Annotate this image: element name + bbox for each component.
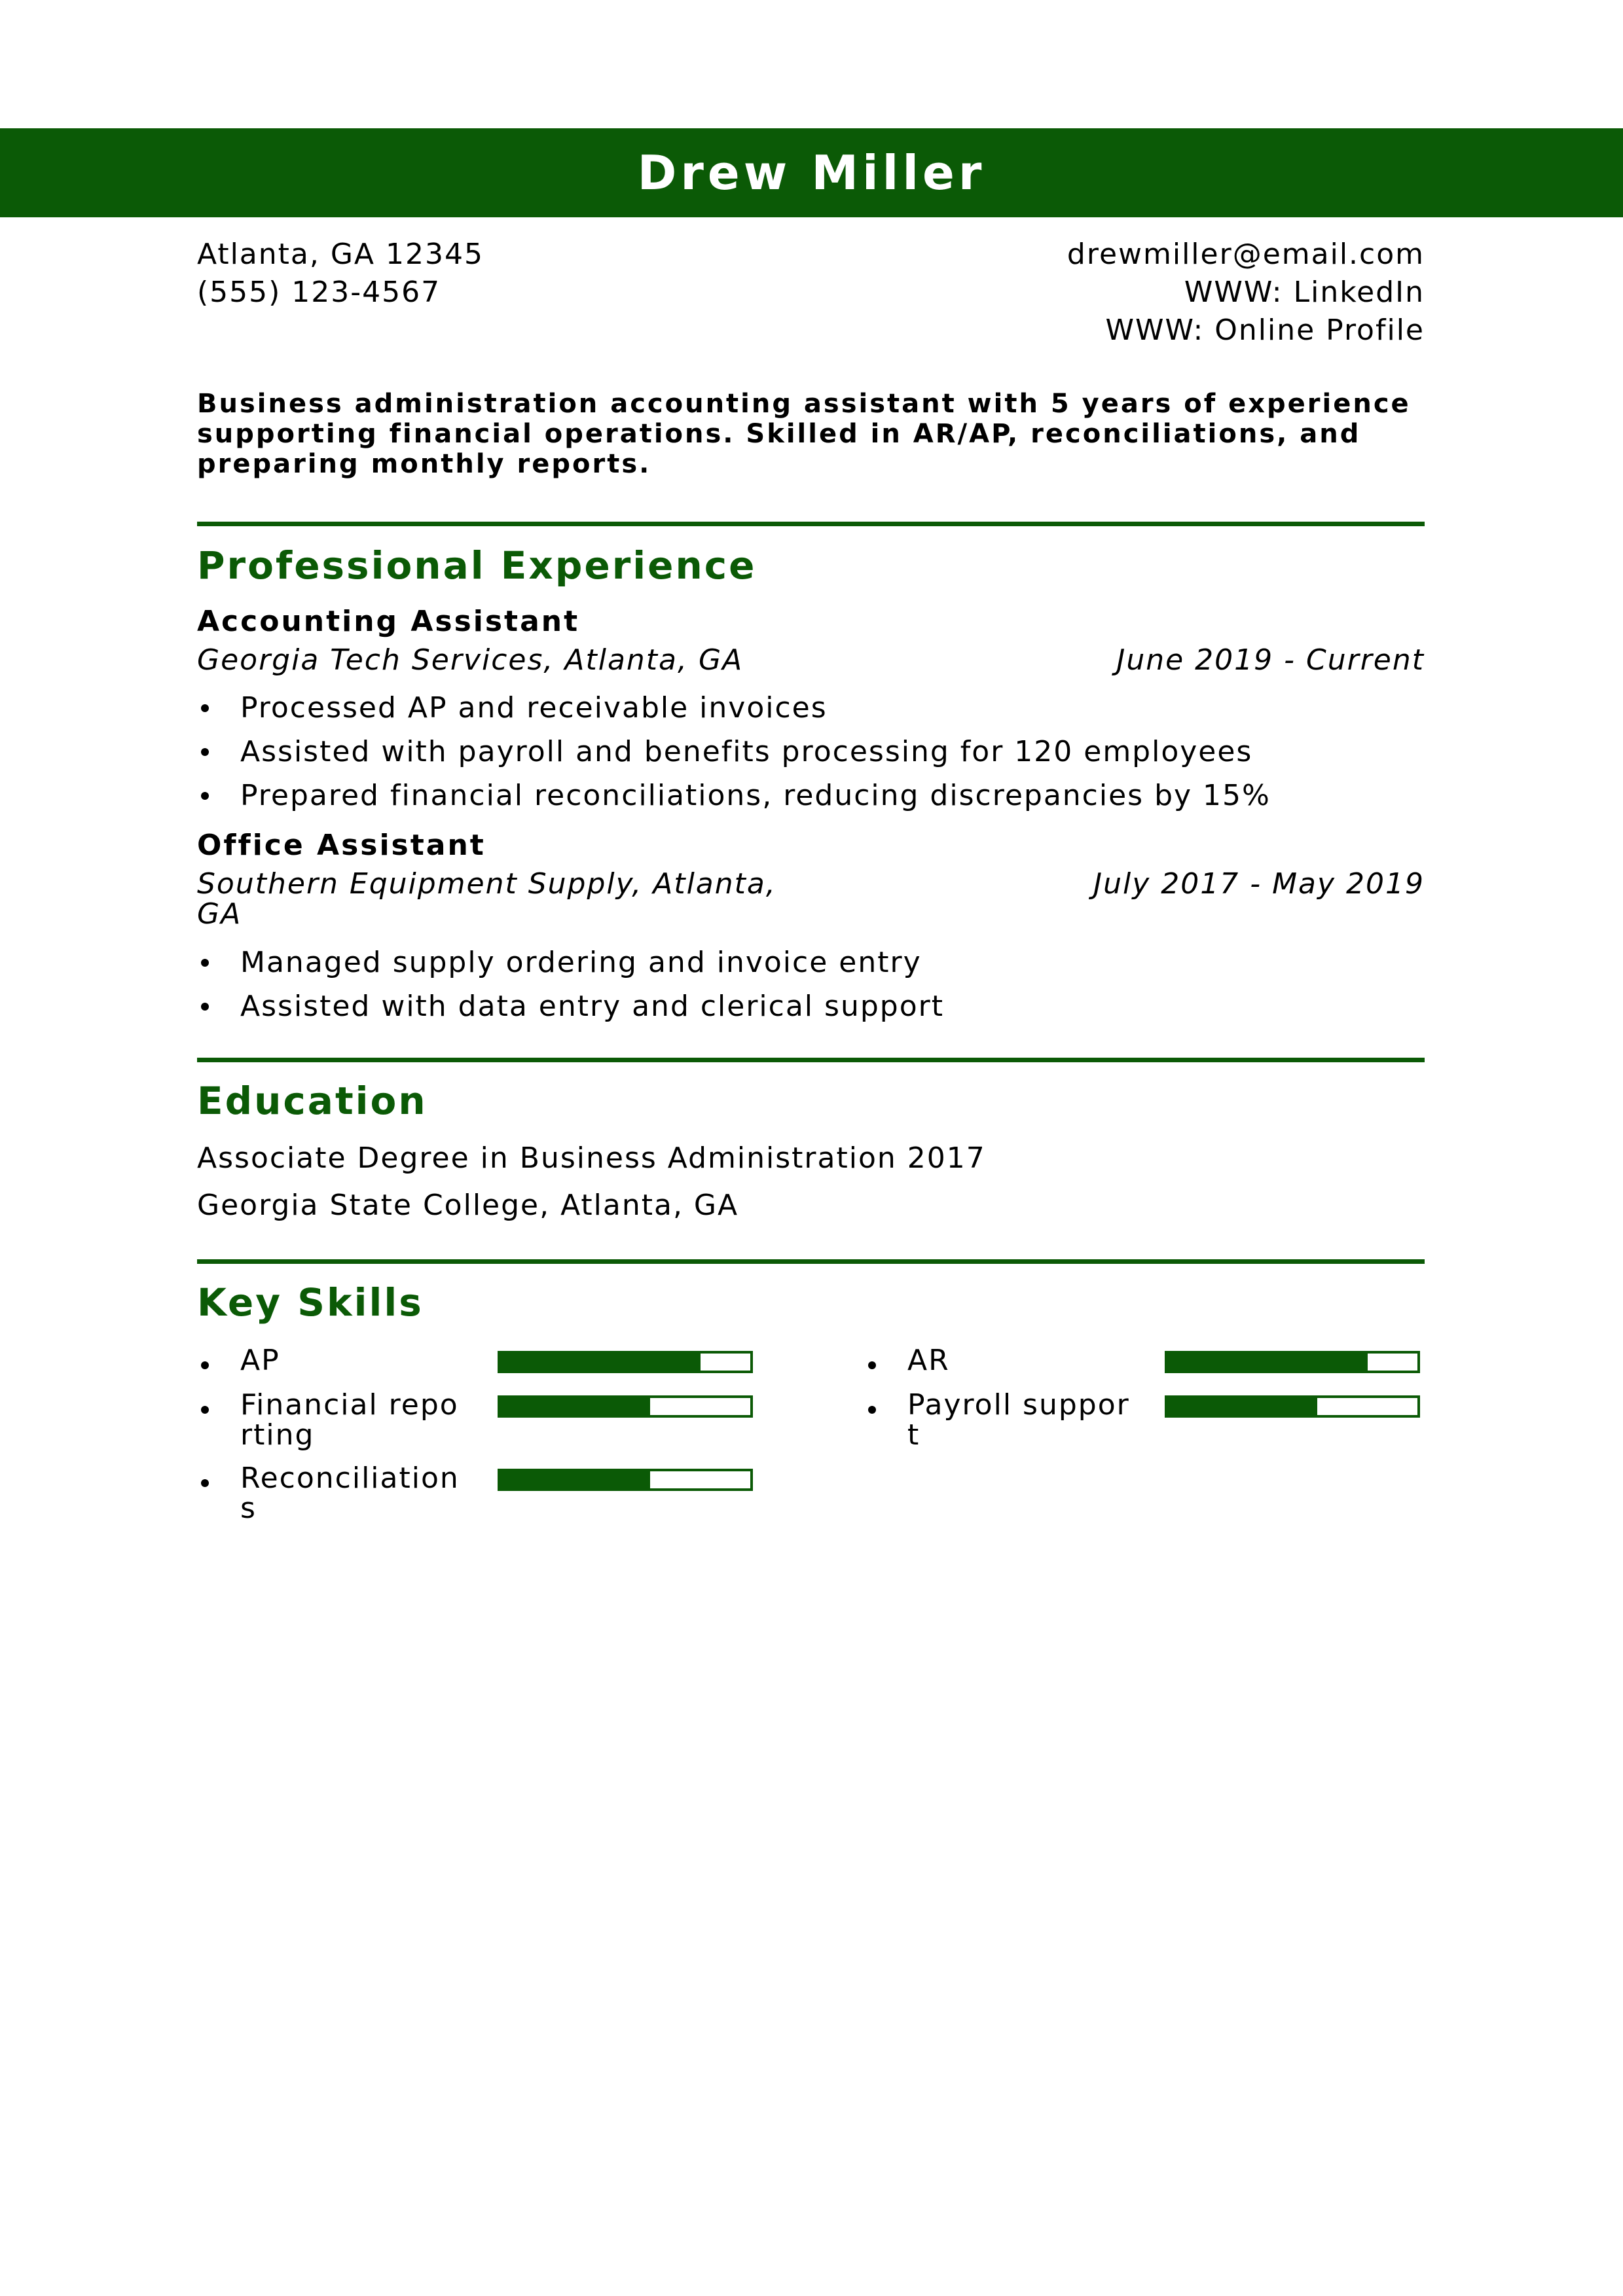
skill-level-bar [1165, 1395, 1420, 1418]
section-divider [197, 1058, 1425, 1062]
skill-level-bar [498, 1351, 753, 1373]
list-item [197, 984, 944, 1028]
bullet-icon [201, 1361, 209, 1369]
job-title: Office Assistant [197, 829, 486, 862]
bullet-text: Managed supply ordering and invoice entry [240, 946, 922, 979]
job-bullets [197, 686, 1271, 817]
bullet-icon [868, 1361, 876, 1369]
bullet-icon [201, 1479, 209, 1487]
phone: (555) 123-4567 [197, 276, 441, 309]
job-company [197, 869, 776, 929]
skill-level-fill [1167, 1398, 1317, 1415]
section-title-experience: Professional Experience [197, 543, 757, 588]
job-bullets [197, 941, 944, 1028]
candidate-name: Drew Miller [637, 145, 986, 200]
summary: Business administration accounting assistant with 5 years of experience supporting financial operations. Skilled in AR/AP, reconciliations, and preparing monthly reports. [197, 389, 1411, 479]
section-title-education: Education [197, 1079, 428, 1123]
list-item [197, 730, 1271, 774]
online-profile-link[interactable]: WWW: Online Profile [1105, 314, 1425, 347]
address: Atlanta, GA 12345 [197, 238, 484, 271]
contact-right [1067, 236, 1425, 350]
section-divider [197, 522, 1425, 526]
section-title-skills: Key Skills [197, 1280, 424, 1325]
skill-level-bar [1165, 1351, 1420, 1373]
bullet-icon [201, 704, 209, 712]
skill-level-fill [500, 1471, 650, 1488]
email-link[interactable]: drewmiller@email.com [1067, 238, 1425, 271]
job-title: Accounting Assistant [197, 605, 580, 638]
list-item [197, 686, 1271, 730]
contact-left [197, 236, 484, 312]
bullet-icon [868, 1406, 876, 1414]
bullet-icon [201, 1406, 209, 1414]
bullet-text: Prepared financial reconciliations, reducing discrepancies by 15% [240, 779, 1271, 812]
skill-name: AP [240, 1344, 280, 1377]
bullet-text: Assisted with data entry and clerical support [240, 990, 944, 1023]
bullet-icon [201, 959, 209, 967]
bullet-text: Processed AP and receivable invoices [240, 691, 828, 725]
name-banner [0, 128, 1623, 217]
skill-level-fill [500, 1354, 701, 1371]
job-company-line: Southern Equipment Supply, Atlanta, [197, 867, 776, 901]
skill-name: AR [907, 1344, 950, 1377]
skill-level-fill [500, 1398, 650, 1415]
skill-name: Payroll support [907, 1388, 1130, 1452]
linkedin-link[interactable]: WWW: LinkedIn [1184, 276, 1425, 309]
section-divider [197, 1259, 1425, 1264]
skill-level-fill [1167, 1354, 1368, 1371]
bullet-icon [201, 792, 209, 800]
list-item [197, 774, 1271, 817]
bullet-text: Assisted with payroll and benefits processing for 120 employees [240, 735, 1253, 768]
education-degree: Associate Degree in Business Administration 2017 [197, 1141, 986, 1175]
education-school: Georgia State College, Atlanta, GA [197, 1189, 739, 1222]
job-company: Georgia Tech Services, Atlanta, GA [197, 643, 744, 677]
bullet-icon [201, 1003, 209, 1011]
skill-level-bar [498, 1395, 753, 1418]
job-company-line: GA [197, 897, 242, 931]
skill-level-bar [498, 1469, 753, 1491]
skill-name: Financial reporting [240, 1388, 459, 1452]
skill-name: Reconciliations [240, 1462, 460, 1525]
job-dates: June 2019 - Current [1116, 643, 1425, 677]
bullet-icon [201, 748, 209, 756]
job-dates: July 2017 - May 2019 [1093, 867, 1425, 901]
list-item [197, 941, 944, 984]
